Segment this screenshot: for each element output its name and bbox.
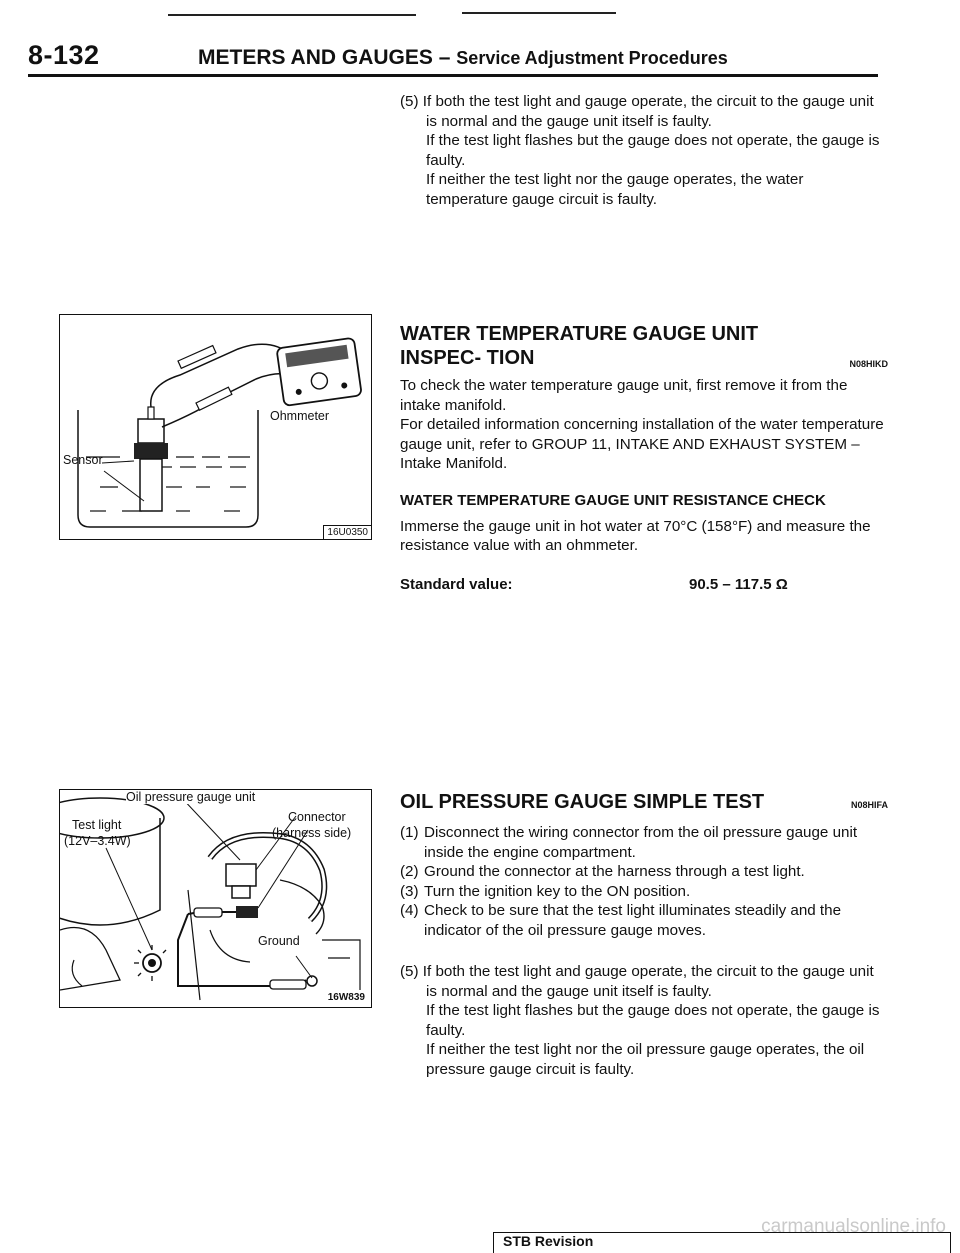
subsection-title: Service Adjustment Procedures <box>456 48 728 68</box>
header-rule <box>28 74 878 77</box>
step-item <box>400 823 888 862</box>
oil-pressure-heading <box>400 790 888 817</box>
oil-pressure-heading-text: OIL PRESSURE GAUGE SIMPLE TEST <box>400 791 765 813</box>
oil-pressure-test <box>400 790 888 1079</box>
oil-step5-line2: If the test light flashes but the gauge does not operate, the gauge is faulty. <box>426 1002 880 1039</box>
label-sensor: Sensor <box>63 453 103 467</box>
top-scan-line <box>168 14 416 16</box>
oil-pressure-step5 <box>400 962 888 1079</box>
label-connector: Connector <box>288 810 346 824</box>
step-text: Ground the connector at the harness through a test light. <box>424 863 805 880</box>
water-temp-inspection <box>400 322 888 593</box>
oil-pressure-code: N08HIFA <box>850 800 888 810</box>
page-number: 8-132 <box>28 40 100 70</box>
label-ohmmeter: Ohmmeter <box>270 409 330 423</box>
label-ground: Ground <box>258 934 300 948</box>
oil-step5-line3: If neither the test light nor the oil pressure gauge operates, the oil pressure gauge circuit is faulty. <box>426 1041 865 1078</box>
top-scan-line <box>462 12 616 14</box>
water-temp-body <box>400 376 888 474</box>
step-text: Disconnect the wiring connector from the oil pressure gauge unit inside the engine compartment. <box>424 824 858 861</box>
oil-pressure-steps <box>400 823 888 940</box>
label-connector-side: (harness side) <box>272 826 352 840</box>
step-number: (3) <box>400 882 419 900</box>
figure-oil-pressure-test <box>59 789 372 1008</box>
footer-revision: STB Revision <box>503 1233 594 1249</box>
water-temp-heading <box>400 322 888 370</box>
standard-value-row <box>400 576 888 593</box>
step-item <box>400 901 888 940</box>
step5-line1: (5) If both the test light and gauge operate, the circuit to the gauge unit is normal and the gauge unit itself is faulty. <box>400 93 874 130</box>
step-item <box>400 862 888 882</box>
standard-value: 90.5 – 117.5 Ω <box>689 575 788 593</box>
oil-step5-line1: (5) If both the test light and gauge operate, the circuit to the gauge unit is normal and the gauge unit itself is faulty. <box>400 963 874 1000</box>
figure-ohmmeter-sensor <box>59 314 372 540</box>
step-item <box>400 882 888 902</box>
step5-line2: If the test light flashes but the gauge does not operate, the gauge is faulty. <box>426 132 880 169</box>
header-dash: – <box>438 46 451 69</box>
label-oil-pressure-gauge-unit: Oil pressure gauge unit <box>126 790 256 804</box>
ohmmeter-sensor-illustration <box>60 315 371 539</box>
step-number: (1) <box>400 824 419 841</box>
step-number: (2) <box>400 863 419 880</box>
resistance-check-procedure: Immerse the gauge unit in hot water at 70°C (158°F) and measure the resistance value with an ohmmeter. <box>400 517 871 554</box>
water-temp-detail: For detailed information concerning installation of the water temperature gauge unit, refer to GROUP 11, INTAKE AND EXHAUST SYSTEM – Intake Manifold. <box>400 416 884 472</box>
water-temp-heading-text: WATER TEMPERATURE GAUGE UNIT INSPEC- TION <box>400 323 759 369</box>
water-temp-code: N08HIKD <box>849 359 888 369</box>
label-test-light: Test light <box>72 818 122 832</box>
resistance-check-heading: WATER TEMPERATURE GAUGE UNIT RESISTANCE CHECK <box>400 491 826 509</box>
step-text: Turn the ignition key to the ON position. <box>424 882 691 900</box>
page-header <box>198 46 728 70</box>
standard-value-label: Standard value: <box>400 575 513 593</box>
figure1-id: 16U0350 <box>323 525 371 539</box>
section-title: METERS AND GAUGES <box>198 46 433 69</box>
watermark: carmanualsonline.info <box>761 1216 946 1237</box>
step-number: (4) <box>400 902 419 919</box>
label-test-light-spec: (12V–3.4W) <box>64 834 131 848</box>
step5-line3: If neither the test light nor the gauge operates, the water temperature gauge circuit is faulty. <box>426 171 804 208</box>
water-gauge-step5 <box>400 92 888 209</box>
step-text: Check to be sure that the test light illuminates steadily and the indicator of the oil pressure gauge moves. <box>424 902 842 939</box>
water-temp-intro: To check the water temperature gauge unit, first remove it from the intake manifold. <box>400 377 848 414</box>
figure2-id: 16W839 <box>327 992 365 1003</box>
